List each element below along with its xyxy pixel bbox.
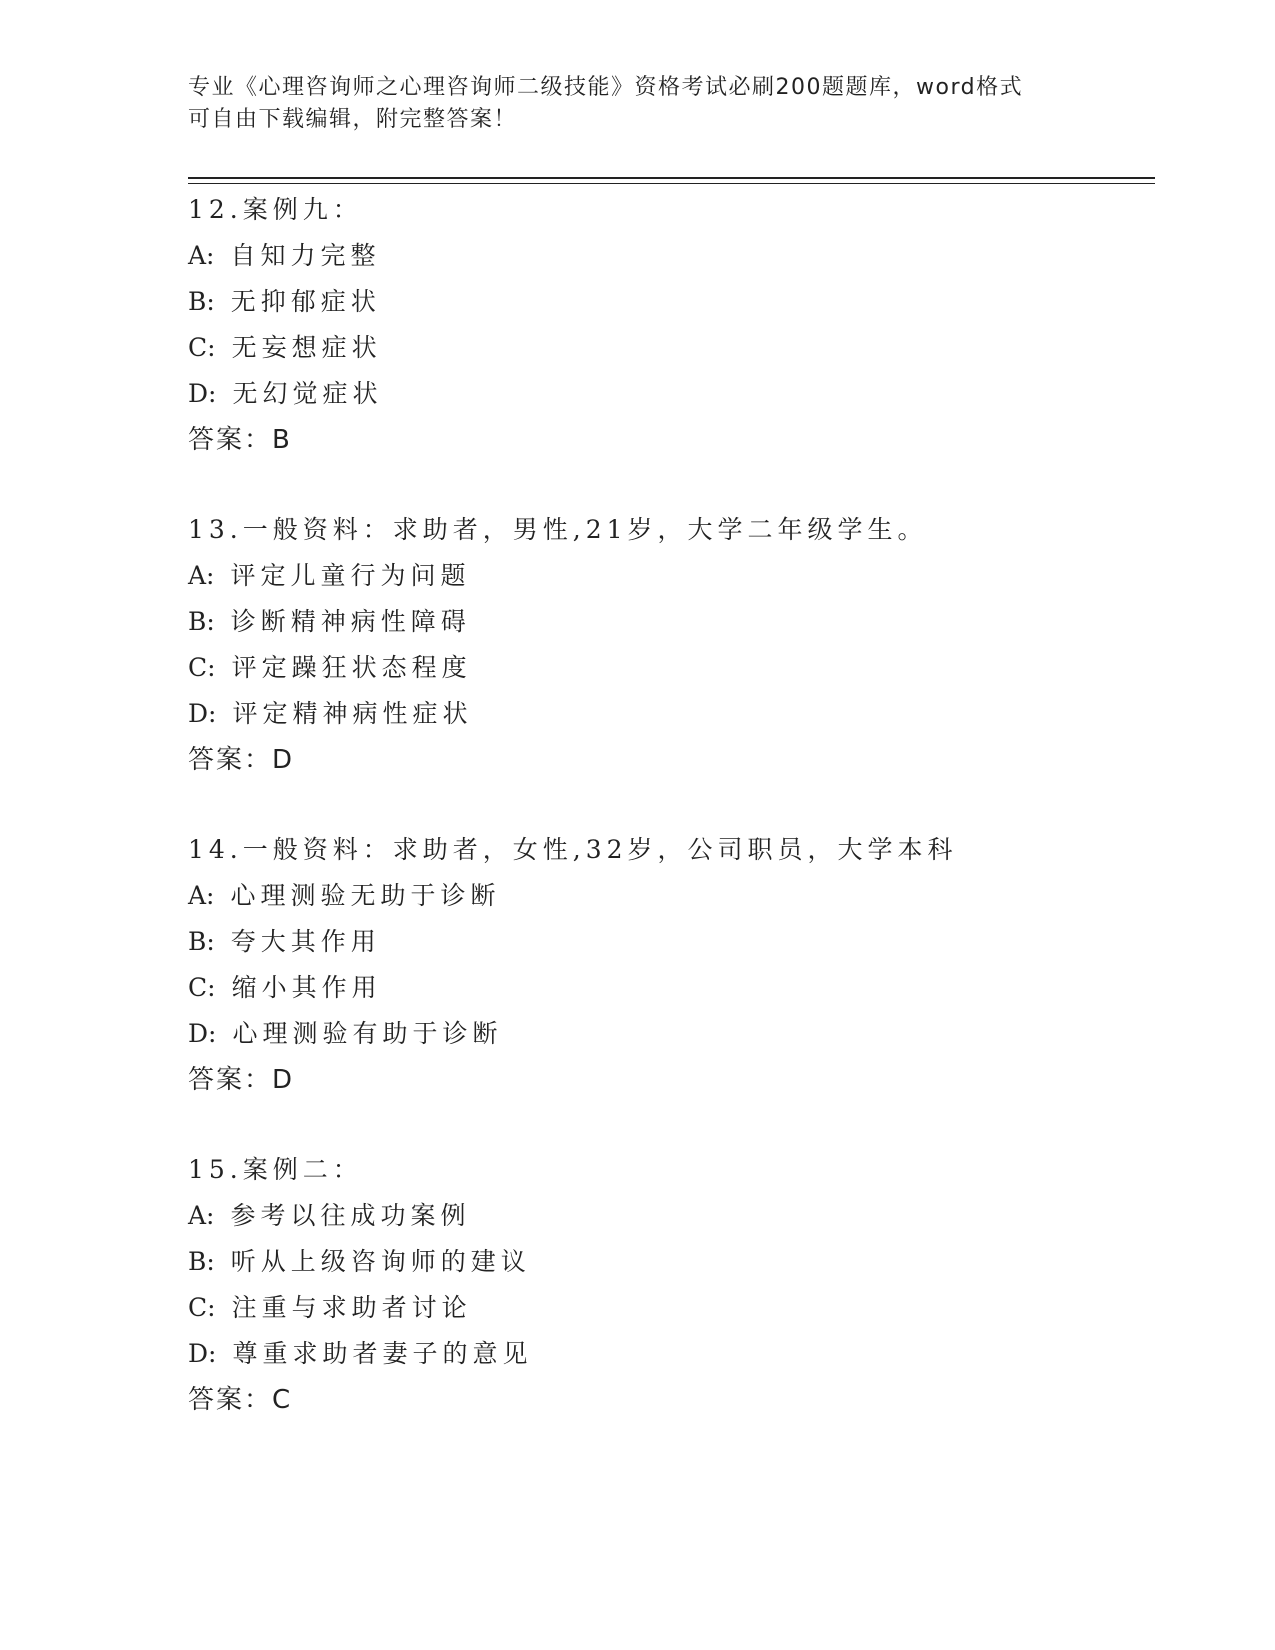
option-b [188, 1239, 1148, 1285]
option-letter: C: [188, 973, 216, 1002]
question-13 [188, 507, 1148, 783]
option-a [188, 873, 1148, 919]
option-c [188, 645, 1148, 691]
question-15 [188, 1147, 1148, 1423]
option-b [188, 919, 1148, 965]
header-line-2: 可自由下载编辑，附完整答案！ [188, 107, 518, 132]
option-letter: C: [188, 653, 216, 682]
option-letter: C: [188, 333, 216, 362]
option-a [188, 1193, 1148, 1239]
question-stem: 14.一般资料：求助者，女性,32岁，公司职员，大学本科 [188, 835, 958, 864]
option-text: 参考以往成功案例 [230, 1201, 471, 1230]
option-text: 心理测验有助于诊断 [232, 1019, 503, 1048]
option-text: 评定精神病性症状 [232, 699, 473, 728]
option-letter: D: [188, 1019, 217, 1048]
option-c [188, 325, 1148, 371]
option-c [188, 1285, 1148, 1331]
header-divider-thick [188, 177, 1155, 179]
option-letter: B: [188, 287, 215, 316]
option-text: 自知力完整 [230, 241, 381, 270]
option-d [188, 1331, 1148, 1377]
answer-line: 答案：D [188, 745, 295, 775]
option-text: 缩小其作用 [231, 973, 382, 1002]
option-text: 尊重求助者妻子的意见 [232, 1339, 533, 1368]
question-stem: 13.一般资料：求助者，男性,21岁，大学二年级学生。 [188, 515, 928, 544]
question-stem: 12.案例九： [188, 195, 363, 224]
option-letter: D: [188, 699, 217, 728]
answer-line: 答案：D [188, 1065, 295, 1095]
answer-line: 答案：B [188, 425, 292, 455]
option-letter: D: [188, 1339, 217, 1368]
option-letter: B: [188, 927, 215, 956]
option-d [188, 1011, 1148, 1057]
option-a [188, 553, 1148, 599]
option-text: 注重与求助者讨论 [231, 1293, 472, 1322]
option-text: 无妄想症状 [231, 333, 382, 362]
option-a [188, 233, 1148, 279]
option-b [188, 279, 1148, 325]
option-text: 评定儿童行为问题 [230, 561, 471, 590]
option-text: 听从上级咨询师的建议 [230, 1247, 531, 1276]
option-d [188, 371, 1148, 417]
header-line-1: 专业《心理咨询师之心理咨询师二级技能》资格考试必刷200题题库，word格式 [188, 75, 1024, 100]
option-letter: A: [188, 561, 215, 590]
document-header [188, 72, 1068, 136]
question-stem: 15.案例二： [188, 1155, 363, 1184]
answer-line: 答案：C [188, 1385, 293, 1415]
option-letter: C: [188, 1293, 216, 1322]
option-text: 无幻觉症状 [232, 379, 383, 408]
header-divider-thin [188, 183, 1155, 184]
option-text: 无抑郁症状 [230, 287, 381, 316]
option-text: 夸大其作用 [230, 927, 381, 956]
option-letter: D: [188, 379, 217, 408]
option-d [188, 691, 1148, 737]
option-letter: A: [188, 1201, 215, 1230]
option-letter: A: [188, 241, 215, 270]
question-list [188, 187, 1148, 1467]
option-letter: A: [188, 881, 215, 910]
option-b [188, 599, 1148, 645]
question-14 [188, 827, 1148, 1103]
option-letter: B: [188, 607, 215, 636]
option-c [188, 965, 1148, 1011]
option-letter: B: [188, 1247, 215, 1276]
option-text: 心理测验无助于诊断 [230, 881, 501, 910]
option-text: 评定躁狂状态程度 [231, 653, 472, 682]
option-text: 诊断精神病性障碍 [230, 607, 471, 636]
question-12 [188, 187, 1148, 463]
